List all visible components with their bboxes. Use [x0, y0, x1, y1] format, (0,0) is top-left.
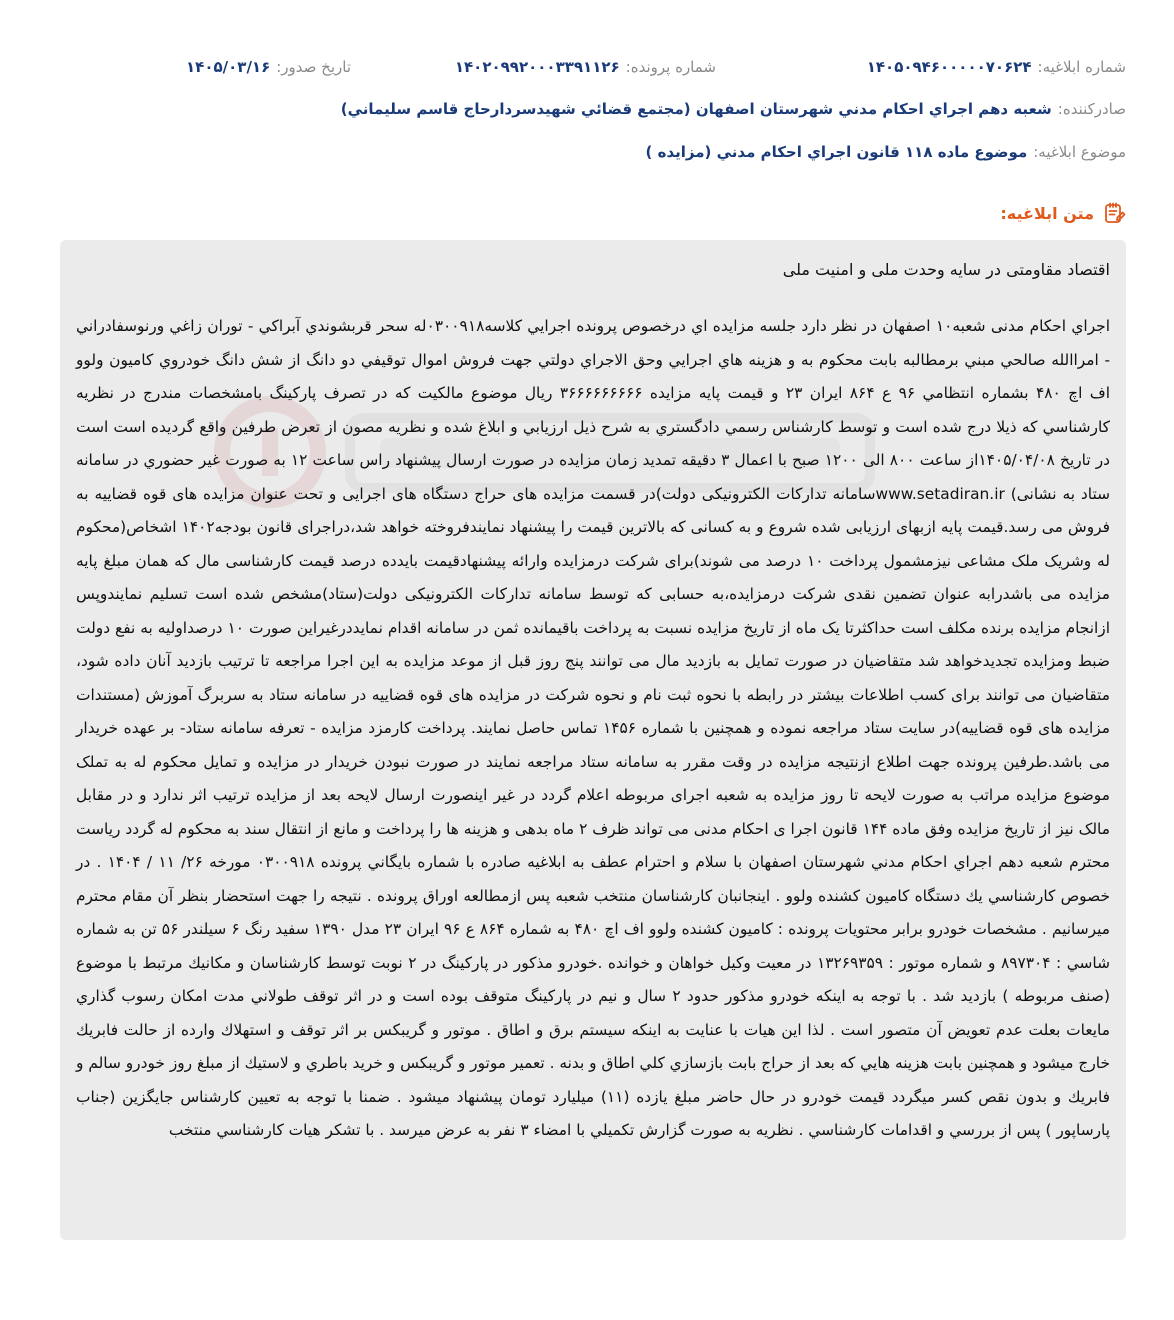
notice-number-group [867, 58, 1126, 76]
issuer-row [40, 100, 1126, 118]
notice-number-label: شماره ابلاغيه: [1037, 58, 1126, 76]
notice-number-value: ۱۴۰۵۰۹۴۶۰۰۰۰۰۷۰۶۲۴ [866, 58, 1032, 76]
case-number-group [455, 58, 716, 76]
case-number-value: ۱۴۰۲۰۹۹۲۰۰۰۳۳۹۱۱۲۶ [454, 58, 620, 76]
issue-date-group [186, 58, 351, 76]
notice-body-box [60, 240, 1126, 1240]
issuer-value: شعبه دهم اجراي احکام مدني شهرستان اصفهان (مجتمع قضائي شهيدسردارحاج قاسم سليماني) [340, 100, 1052, 118]
subject-value: موضوع ماده ۱۱۸ قانون اجراي احكام مدني (مزايده ) [645, 143, 1028, 161]
issue-date-label: تاريخ صدور: [276, 58, 351, 76]
subject-label: موضوع ابلاغيه: [1033, 143, 1126, 161]
subject-row [40, 143, 1126, 161]
notice-body-text: اجراي احكام مدنی شعبه۱۰ اصفهان در نظر دارد جلسه مزايده اي درخصوص پرونده اجرايي كلاسه۰۳۰۰۹۱۸له سحر قربشوندي آبراكي - توران زاغي ورنوسفادراني - امراالله صالحي مبني برمطالبه بابت محكوم به و هزينه هاي اجرايي وحق الاجراي دولتي جهت فروش اموال توقيفي دو دانگ از شش دانگ خودروي كاميون ولوو اف اچ ۴۸۰ بشماره انتظامي ۹۶ ع ۸۶۴ ايران ۲۳ و قيمت پايه مزايده ۳۶۶۶۶۶۶۶۶۶ ريال موضوع مالكيت كه در تصرف پاركينگ بامشخصات مندرج در نظريه كارشناسي كه ذيلا درج شده است و توسط كارشناس رسمي دادگستري به شرح ذيل ارزيابي و ابلاغ شده و نظريه مصون از تعرض طرفين واقع گرديده است است در تاريخ ۱۴۰۵/۰۴/۰۸از ساعت ۸۰۰ الی ۱۲۰۰ صبح با اعمال ۳ دقيقه تمديد زمان مزايده در صورت ارسال پيشنهاد راس ساعت ۱۲ به صورت غير حضوري در سامانه ستاد به نشانی) www.setadiran.irسامانه تداركات الكترونيكی دولت)در قسمت مزايده های حراج دستگاه های اجرايی و تحت عنوان مزايده های قوه قضاييه به فروش می رسد.قيمت پايه ازبهای ارزيابی شده شروع و به كسانی كه بالاترين قيمت را پيشنهاد نمايندفروخته خواهد شد،دراجرای قانون بودجه۱۴۰۲ اشخاص(محكوم له وشريک ملک مشاعی نيزمشمول پرداخت ۱۰ درصد می شوند)برای شركت درمزايده وارائه پيشنهادقيمت بايدده درصد قيمت كارشناسی مال كه همان مبلغ پايه مزايده می باشدرابه عنوان تضمين نقدی شركت درمزايده،به حسابی كه توسط سامانه تداركات الكترونيكی دولت(ستاد)مشخص شده است تسليم نمايندوپس ازانجام مزايده برنده مكلف است حداكثرتا يک ماه از تاريخ مزايده نسبت به پرداخت باقيمانده ثمن در سامانه اقدام نمايددرغيراين صورت ۱۰ درصداوليه به نفع دولت ضبط ومزايده تجديدخواهد شد متقاضيان در صورت تمايل به بازديد مال می توانند پنج روز قبل از موعد مزايده به اين اجرا مراجعه تا ترتيب بازديد آنان داده شود، متقاضيان می توانند برای كسب اطلاعات بيشتر در رابطه با نحوه ثبت نام و نحوه شركت در مزايده های قوه قضاييه در سامانه ستاد به سربرگ آموزش (مستندات مزايده های قوه قضاييه)در سايت ستاد مراجعه نموده و همچنين با شماره ۱۴۵۶ تماس حاصل نمايند. پرداخت كارمزد مزايده - تعرفه سامانه ستاد- بر عهده خريدار می باشد.طرفين پرونده جهت اطلاع ازنتيجه مزايده در وقت مقرر به سامانه ستاد مراجعه نمايند در صورت نبودن خريدار در مزايده و تمايل محكوم له به تملک موضوع مزايده مراتب به صورت لايحه تا روز مزايده به شعبه اجرای مربوطه اعلام گردد در غير اينصورت ارسال لايحه بعد از مزايده ترتيب اثر ندارد و در مقابل مالک نيز از تاريخ مزايده وفق ماده ۱۴۴ قانون اجرا ی احكام مدنی می تواند ظرف ۲ ماه بدهی و هزينه ها را پرداخت و مانع از انتقال سند به محكوم له گردد رياست محترم شعبه دهم اجراي احكام مدني شهرستان اصفهان با سلام و احترام عطف به ابلاغيه صادره با شماره بايگاني پرونده ۰۳۰۰۹۱۸ مورخه ۲۶/ ۱۱ / ۱۴۰۴ . در خصوص كارشناسي يك دستگاه كاميون كشنده ولوو . اينجانبان كارشناسان منتخب شعبه پس ازمطالعه اوراق پرونده . نتيجه را جهت استحضار بنظر آن مقام محترم ميرسانيم . مشخصات خودرو برابر محتويات پرونده : كاميون كشنده ولوو اف اچ ۴۸۰ به شماره ۸۶۴ ع ۹۶ ايران ۲۳ مدل ۱۳۹۰ سفيد رنگ ۶ سيلندر ۵۶ تن به شماره شاسي : ۸۹۷۳۰۴ و شماره موتور : ۱۳۲۶۹۳۵۹ در معيت وكيل خواهان و خوانده .خودرو مذكور در پاركينگ در ۲ نوبت توسط كارشناسان و مكانيك مرتبط با موضوع (صنف مربوطه ) بازديد شد . با توجه به اينكه خودرو مذكور حدود ۲ سال و نيم در پاركينگ متوقف بوده است و در اثر توقف طولاني مدت امكان رسوب گذاري مايعات بعلت عدم تعويض آن متصور است . لذا اين هيات با عنايت به اينكه سيستم برق و اطاق . موتور و گريبكس بر اثر توقف و استهلاك وارده از حالت فابريك خارج ميشود و همچنين بابت هزينه هايي كه بعد از حراج بابت بازسازي كلي اطاق و بدنه . تعمير موتور و گريبكس و خريد باطري و لاستيك از مبلغ روز خودرو سالم و فابريك و بدون نقص كسر ميگردد قيمت خودرو در حال حاضر مبلغ يازده (۱۱) ميليارد تومان پيشنهاد ميشود . ضمنا با توجه به تعيين كارشناس جايگزين (جناب پارساپور ) پس از بررسي و اقدامات كارشناسي . نظريه به صورت گزارش تكميلي با امضاء ۳ نفر به عرض ميرسد . با تشكر هيات كارشناسي منتخب [76, 317, 1111, 1139]
case-number-label: شماره پرونده: [625, 58, 716, 76]
issuer-label: صادرکننده: [1057, 100, 1126, 118]
issue-date-value: ۱۴۰۵/۰۳/۱۶ [186, 58, 271, 76]
notepad-icon [1102, 201, 1126, 225]
notice-text-title [1000, 201, 1126, 225]
section-title-label: متن ابلاغيه: [1000, 203, 1094, 223]
notice-headline: اقتصاد مقاومتی در سایه وحدت ملی و امنیت ملی [782, 260, 1110, 279]
